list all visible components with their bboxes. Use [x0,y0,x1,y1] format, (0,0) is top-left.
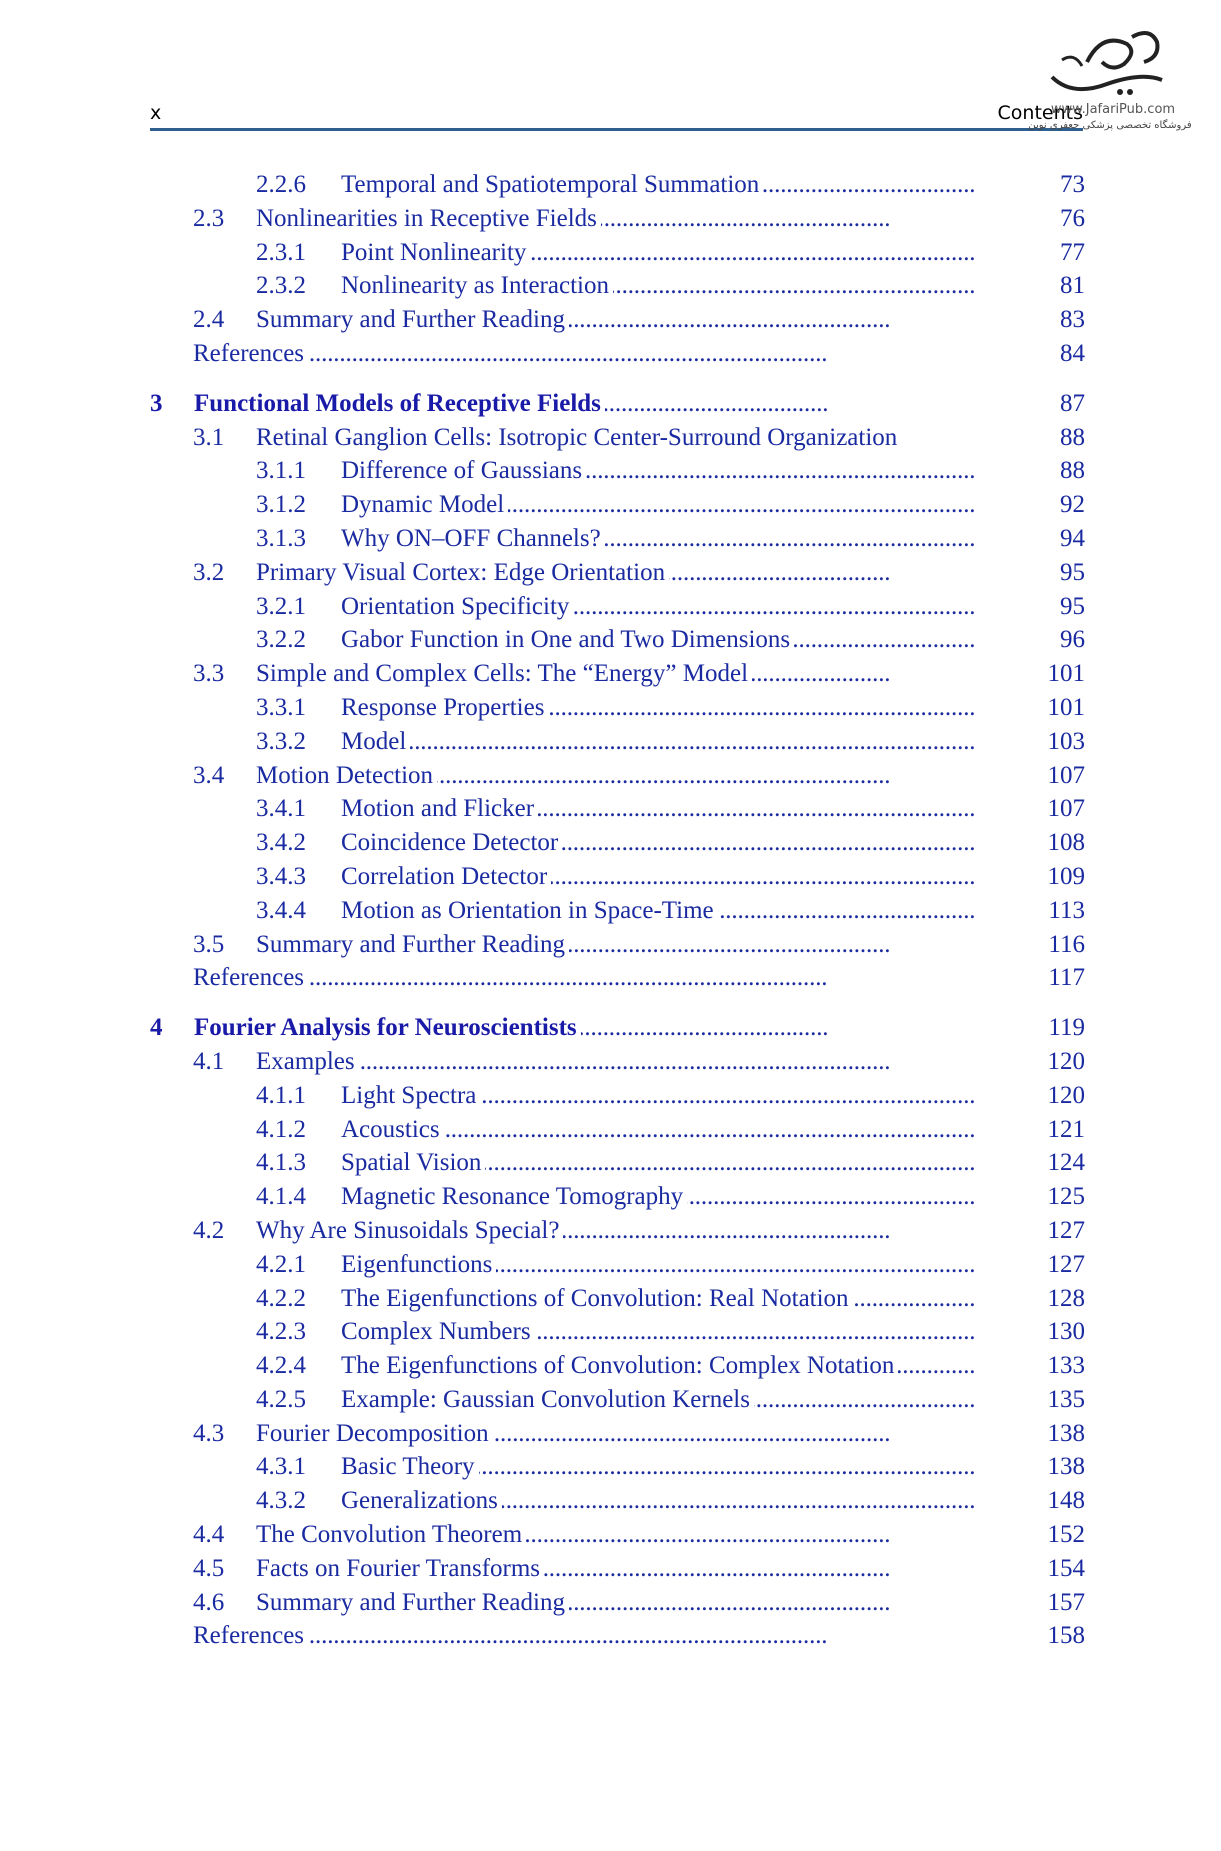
toc-entry-title: Temporal and Spatiotemporal Summation [341,171,763,198]
toc-entry-number: 4.3.1 [256,1453,306,1481]
toc-entry-leader [341,236,1015,270]
toc-entry[interactable] [150,1484,1085,1518]
toc-entry-number: 4.1.2 [256,1115,306,1143]
toc-entry-number: 3.2.2 [256,626,306,654]
toc-entry-number: 4.1 [193,1047,225,1075]
toc-entry[interactable] [150,1450,1085,1484]
toc-entry-page: 128 [1047,1284,1085,1312]
toc-entry-page: 135 [1047,1385,1085,1413]
toc-entry-page: 113 [1048,896,1085,924]
toc-entry-number: 4.2 [193,1216,225,1244]
toc-entry[interactable] [150,1282,1085,1316]
toc-entry-page: 148 [1047,1487,1085,1515]
toc-entry-number: 3.1.1 [256,457,306,485]
toc-entry-number: 3.2.1 [256,592,306,620]
toc-entry[interactable] [150,1417,1085,1451]
toc-entry-leader [341,894,1015,928]
toc-entry-number: 4.6 [193,1588,225,1616]
toc-entry[interactable] [150,928,1085,962]
toc-entry-number: 3.1.3 [256,524,306,552]
toc-entry-number: 3 [150,389,163,417]
toc-entry-number: 4.2.1 [256,1250,306,1278]
toc-entry-page: 87 [1060,389,1085,417]
toc-entry-leader [341,1450,1015,1484]
toc-entry-leader [256,1045,1015,1079]
toc-entry-page: 73 [1060,171,1085,198]
toc-entry[interactable] [150,961,1085,995]
toc-entry-leader [193,337,1015,371]
toc-entry-page: 108 [1047,829,1085,857]
toc-entry-page: 121 [1047,1115,1085,1143]
toc-entry-number: 3.3 [193,660,225,688]
toc-entry-title: Summary and Further Reading [256,1589,569,1616]
toc-entry-leader [341,691,1015,725]
toc-entry-page: 103 [1047,727,1085,755]
toc-entry-leader [256,759,1015,793]
toc-entry-page: 81 [1060,272,1085,300]
toc-entry-page: 125 [1047,1183,1085,1211]
toc-entry-leader [194,1011,1015,1045]
table-of-contents [150,168,1085,1653]
toc-entry-page: 76 [1060,204,1085,232]
toc-entry[interactable] [150,1146,1085,1180]
toc-entry-leader [341,168,1015,202]
toc-entry-title: Magnetic Resonance Tomography [341,1183,687,1210]
toc-entry-leader [341,488,1015,522]
toc-entry-page: 96 [1060,626,1085,654]
toc-entry[interactable] [150,421,1085,455]
toc-entry[interactable] [150,590,1085,624]
toc-entry-leader [256,1586,1015,1620]
toc-entry[interactable] [150,1079,1085,1113]
toc-entry-leader [341,454,1015,488]
toc-entry[interactable] [150,1315,1085,1349]
toc-entry[interactable] [150,1619,1085,1653]
toc-entry-page: 92 [1060,491,1085,519]
toc-entry[interactable] [150,269,1085,303]
toc-entry-title: Eigenfunctions [341,1251,496,1278]
toc-entry-title: Basic Theory [341,1453,479,1480]
toc-entry-page: 117 [1048,964,1085,992]
toc-entry-number: 3.4.2 [256,829,306,857]
toc-entry-page: 120 [1047,1081,1085,1109]
toc-entry[interactable] [150,303,1085,337]
toc-entry-leader [341,269,1015,303]
toc-entry-title: Examples [256,1048,359,1075]
toc-entry-number: 4 [150,1014,163,1042]
toc-entry-title: Correlation Detector [341,863,551,890]
toc-entry-number: 3.5 [193,930,225,958]
toc-entry-title: Fourier Decomposition [256,1420,493,1447]
toc-entry[interactable] [150,236,1085,270]
toc-entry-number: 2.3.1 [256,238,306,266]
toc-entry-leader [256,202,1015,236]
publisher-watermark [1020,22,1200,142]
toc-entry[interactable] [150,657,1085,691]
toc-entry-page: 157 [1047,1588,1085,1616]
toc-entry-number: 4.3.2 [256,1487,306,1515]
toc-entry-leader [256,303,1015,337]
toc-entry-title: Fourier Analysis for Neuroscientists [194,1014,581,1041]
toc-entry-page: 158 [1047,1622,1085,1650]
toc-entry-title: Motion as Orientation in Space-Time [341,897,718,924]
toc-entry-number: 3.4.3 [256,862,306,890]
toc-entry-page: 130 [1047,1318,1085,1346]
toc-entry-page: 88 [1060,457,1085,485]
toc-entry[interactable] [150,522,1085,556]
toc-entry[interactable] [150,556,1085,590]
toc-entry-leader [256,928,1015,962]
toc-entry-leader [341,725,1015,759]
toc-entry-title: Complex Numbers [341,1318,535,1345]
toc-entry-number: 4.2.2 [256,1284,306,1312]
toc-entry-page: 107 [1047,795,1085,823]
toc-entry[interactable] [150,1552,1085,1586]
toc-entry-title: Why Are Sinusoidals Special? [256,1217,563,1244]
toc-entry-number: 4.3 [193,1419,225,1447]
toc-entry-title: Functional Models of Receptive Fields [194,390,605,417]
watermark-persian-text: فروشگاه تخصصی پزشکی جعفری نوین [1028,120,1192,131]
toc-entry-leader [341,1146,1015,1180]
toc-entry-title: References [193,964,308,991]
toc-entry-number: 2.3 [193,204,225,232]
toc-entry-title: Acoustics [341,1116,444,1143]
toc-entry-leader [341,1113,1015,1147]
toc-entry-number: 2.3.2 [256,272,306,300]
toc-entry-number: 3.2 [193,558,225,586]
toc-entry-page: 101 [1047,660,1085,688]
toc-entry-title: References [193,340,308,367]
toc-entry-title: Model [341,728,410,755]
toc-entry-number: 2.4 [193,306,225,334]
toc-entry-number: 4.2.5 [256,1385,306,1413]
toc-entry-leader [341,623,1015,657]
toc-entry-number: 3.4.4 [256,896,306,924]
toc-entry-leader [256,1417,1015,1451]
toc-entry[interactable] [150,1180,1085,1214]
toc-entry-number: 4.4 [193,1521,225,1549]
toc-entry[interactable] [150,1349,1085,1383]
toc-entry-page: 124 [1047,1149,1085,1177]
toc-entry[interactable] [150,691,1085,725]
toc-entry[interactable] [150,1248,1085,1282]
toc-entry-title: Difference of Gaussians [341,457,586,484]
toc-entry-page: 109 [1047,862,1085,890]
toc-entry-title: Retinal Ganglion Cells: Isotropic Center-Surround Organization [256,424,901,451]
toc-chapter-entry[interactable] [150,387,1085,421]
toc-entry-leader [341,1349,1015,1383]
watermark-url: www.JafariPub.com [1050,102,1176,117]
toc-entry-number: 3.4.1 [256,795,306,823]
toc-entry-title: Nonlinearity as Interaction [341,272,613,299]
toc-entry-title: Gabor Function in One and Two Dimensions [341,626,794,653]
toc-entry-number: 4.1.1 [256,1081,306,1109]
toc-entry-number: 3.3.2 [256,727,306,755]
toc-entry-title: Motion and Flicker [341,795,538,822]
toc-entry-title: Coincidence Detector [341,829,562,856]
toc-entry-title: Spatial Vision [341,1149,485,1176]
toc-entry[interactable] [150,759,1085,793]
toc-entry[interactable] [150,894,1085,928]
toc-entry-title: Dynamic Model [341,491,508,518]
toc-entry-title: Summary and Further Reading [256,931,569,958]
toc-entry[interactable] [150,792,1085,826]
toc-entry-title: Nonlinearities in Receptive Fields [256,205,601,232]
toc-entry-leader [256,1214,1015,1248]
toc-entry-page: 94 [1060,524,1085,552]
toc-entry-page: 77 [1060,238,1085,266]
toc-entry-title: Facts on Fourier Transforms [256,1555,544,1582]
toc-entry-number: 4.1.3 [256,1149,306,1177]
toc-entry-leader [256,657,1015,691]
toc-entry-leader [341,1315,1015,1349]
toc-chapter-entry[interactable] [150,1011,1085,1045]
toc-entry[interactable] [150,454,1085,488]
toc-entry[interactable] [150,860,1085,894]
toc-entry-leader [341,590,1015,624]
toc-entry-page: 119 [1048,1014,1085,1042]
toc-entry-title: Why ON–OFF Channels? [341,525,605,552]
toc-entry-page: 152 [1047,1521,1085,1549]
toc-entry-number: 4.2.4 [256,1352,306,1380]
toc-entry-page: 133 [1047,1352,1085,1380]
toc-entry[interactable] [150,623,1085,657]
toc-entry-title: Light Spectra [341,1082,480,1109]
toc-entry-title: The Eigenfunctions of Convolution: Real Notation [341,1285,853,1312]
toc-entry-page: 154 [1047,1554,1085,1582]
toc-entry-leader [193,961,1015,995]
toc-entry-leader [341,1248,1015,1282]
toc-entry[interactable] [150,826,1085,860]
toc-entry-title: The Eigenfunctions of Convolution: Complex Notation [341,1352,898,1379]
toc-entry[interactable] [150,1113,1085,1147]
toc-entry-title: References [193,1622,308,1649]
toc-entry[interactable] [150,1045,1085,1079]
toc-entry[interactable] [150,725,1085,759]
toc-entry-number: 3.1 [193,423,225,451]
toc-entry-title: The Convolution Theorem [256,1521,526,1548]
toc-entry-leader [194,387,1015,421]
toc-entry-leader [341,1282,1015,1316]
toc-entry-title: Orientation Specificity [341,593,573,620]
page-number: x [150,102,162,124]
toc-entry-page: 95 [1060,592,1085,620]
toc-entry-title: Point Nonlinearity [341,239,530,266]
page-header [150,98,1083,131]
toc-entry-page: 107 [1047,761,1085,789]
toc-entry-page: 127 [1047,1216,1085,1244]
toc-entry[interactable] [150,337,1085,371]
toc-entry-number: 3.4 [193,761,225,789]
toc-entry-number: 2.2.6 [256,171,306,198]
toc-entry-page: 138 [1047,1453,1085,1481]
toc-entry[interactable] [150,1518,1085,1552]
toc-entry-title: Motion Detection [256,762,437,789]
toc-entry-leader [256,1518,1015,1552]
toc-entry[interactable] [150,202,1085,236]
toc-entry-page: 83 [1060,306,1085,334]
toc-entry-leader [256,1552,1015,1586]
toc-entry-title: Summary and Further Reading [256,306,569,333]
toc-entry-leader [193,1619,1015,1653]
toc-entry-leader [341,826,1015,860]
toc-entry-title: Response Properties [341,694,548,721]
toc-entry-title: Simple and Complex Cells: The “Energy” Model [256,660,752,687]
toc-entry-number: 4.1.4 [256,1183,306,1211]
toc-entry-leader [256,421,1015,455]
toc-entry-page: 88 [1060,423,1085,451]
toc-entry-leader [341,860,1015,894]
toc-entry-leader [341,522,1015,556]
toc-entry-page: 101 [1047,693,1085,721]
toc-entry-leader [341,1383,1015,1417]
toc-entry-leader [341,1079,1015,1113]
toc-entry-number: 3.1.2 [256,491,306,519]
toc-entry-page: 120 [1047,1047,1085,1075]
toc-entry-page: 116 [1048,930,1085,958]
toc-entry-page: 127 [1047,1250,1085,1278]
toc-entry-page: 84 [1060,339,1085,367]
toc-entry[interactable] [150,1214,1085,1248]
toc-entry-number: 4.2.3 [256,1318,306,1346]
toc-entry[interactable] [150,1586,1085,1620]
toc-entry-number: 4.5 [193,1554,225,1582]
toc-entry-page: 95 [1060,558,1085,586]
toc-entry-leader [256,556,1015,590]
toc-entry-title: Generalizations [341,1487,502,1514]
toc-entry[interactable] [150,168,1085,202]
toc-entry-leader [341,1180,1015,1214]
toc-entry-title: Example: Gaussian Convolution Kernels [341,1386,754,1413]
running-head: Contents [997,102,1083,124]
toc-entry[interactable] [150,1383,1085,1417]
toc-entry-leader [341,1484,1015,1518]
publisher-logo-icon [1032,22,1182,102]
toc-entry-number: 3.3.1 [256,693,306,721]
toc-entry-page: 138 [1047,1419,1085,1447]
toc-entry-leader [341,792,1015,826]
toc-entry[interactable] [150,488,1085,522]
toc-entry-title: Primary Visual Cortex: Edge Orientation [256,559,669,586]
